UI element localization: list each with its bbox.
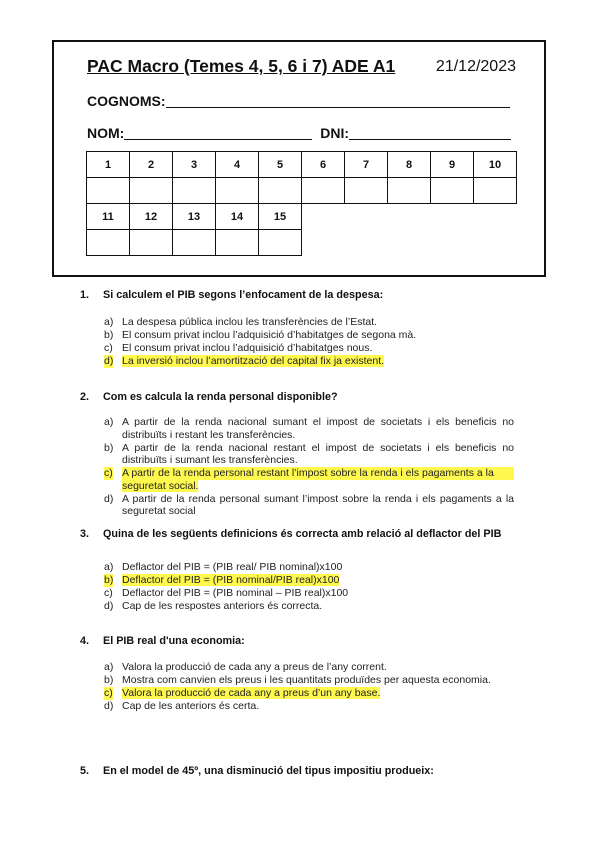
question-4-options — [104, 661, 514, 713]
question-text: Com es calcula la renda personal disponible? — [103, 391, 338, 403]
question-number: 3. — [80, 528, 90, 540]
header-box — [52, 40, 546, 277]
answer-grid-row2 — [86, 203, 302, 256]
question-1-options — [104, 316, 514, 368]
surname-label: COGNOMS: — [87, 93, 166, 109]
option-c — [104, 342, 514, 355]
option-letter: b) — [104, 674, 114, 686]
question-text: El PIB real d'una economia: — [103, 635, 245, 647]
answer-cell[interactable] — [216, 230, 259, 256]
question-3-options — [104, 561, 514, 613]
option-letter: a) — [104, 661, 114, 673]
option-letter: b) — [104, 574, 114, 586]
grid-number: 14 — [216, 204, 259, 230]
option-a — [104, 316, 514, 329]
option-d — [104, 493, 514, 518]
option-letter: c) — [104, 342, 113, 354]
option-text: El consum privat inclou l’adquisició d’habitatges nous. — [122, 342, 373, 354]
grid-number: 9 — [431, 152, 474, 178]
grid-number: 7 — [345, 152, 388, 178]
answer-cell[interactable] — [130, 230, 173, 256]
grid-number: 6 — [302, 152, 345, 178]
id-label: DNI: — [320, 125, 349, 141]
option-letter: d) — [104, 600, 114, 612]
option-text-highlighted: La inversió inclou l’amortització del capital fix ja existent. — [122, 355, 385, 367]
question-5 — [80, 765, 434, 777]
grid-number: 1 — [87, 152, 130, 178]
grid-number: 2 — [130, 152, 173, 178]
option-b — [104, 329, 514, 342]
exam-date: 21/12/2023 — [435, 58, 516, 75]
option-text-line1-highlighted: A partir de la renda personal restant l’impost sobre la renda i els pagaments a la — [122, 467, 514, 480]
option-letter: d) — [104, 355, 114, 367]
option-a — [104, 661, 514, 674]
option-b — [104, 442, 514, 467]
option-letter: d) — [104, 492, 114, 505]
grid-number: 15 — [259, 204, 302, 230]
question-1 — [80, 289, 383, 301]
question-number: 2. — [80, 391, 90, 403]
option-text: Deflactor del PIB = (PIB nominal – PIB real)x100 — [122, 587, 349, 599]
answer-cell[interactable] — [302, 178, 345, 204]
name-label: NOM: — [87, 125, 125, 141]
option-text-highlighted: Valora la producció de cada any a preus d’un any base. — [122, 687, 381, 699]
option-d — [104, 355, 514, 368]
answer-cell[interactable] — [388, 178, 431, 204]
option-text: Valora la producció de cada any a preus de l’any corrent. — [122, 661, 387, 673]
answer-grid-row1 — [86, 151, 517, 204]
option-text: Cap de les respostes anteriors és correcta. — [122, 600, 323, 612]
option-text-line2-highlighted: seguretat social. — [122, 479, 199, 492]
question-number: 5. — [80, 765, 90, 777]
option-text: Mostra com canvien els preus i les quantitats produïdes per aquesta economia. — [122, 674, 491, 686]
answer-cell[interactable] — [259, 230, 302, 256]
name-line[interactable] — [124, 125, 312, 140]
option-c — [104, 587, 514, 600]
option-text-highlighted: Deflactor del PIB = (PIB nominal/PIB real)x100 — [122, 574, 340, 586]
exam-title: PAC Macro (Temes 4, 5, 6 i 7) ADE A1 — [87, 56, 396, 76]
answer-cell[interactable] — [216, 178, 259, 204]
option-letter: b) — [104, 441, 114, 454]
option-letter: c) — [104, 467, 113, 479]
option-text: La despesa pública inclou les transferències de l’Estat. — [122, 316, 378, 328]
option-a — [104, 561, 514, 574]
question-number: 4. — [80, 635, 90, 647]
grid-number: 12 — [130, 204, 173, 230]
option-c — [104, 467, 514, 492]
option-text-line1: A partir de la renda nacional restant el impost de societats i els beneficis no — [122, 441, 514, 454]
question-number: 1. — [80, 289, 90, 301]
grid-number: 10 — [474, 152, 517, 178]
answer-cell[interactable] — [87, 230, 130, 256]
answer-cell[interactable] — [259, 178, 302, 204]
answer-cell[interactable] — [431, 178, 474, 204]
question-2-options — [104, 416, 514, 518]
option-text-line2: seguretat social — [122, 505, 196, 517]
name-field[interactable] — [87, 125, 511, 141]
option-text-line1: A partir de la renda nacional sumant el impost de societats i els beneficis no — [122, 416, 514, 428]
option-letter: a) — [104, 561, 114, 573]
option-letter: a) — [104, 416, 114, 428]
option-text: Cap de les anteriors és certa. — [122, 700, 260, 712]
answer-cell[interactable] — [173, 230, 216, 256]
answer-cell[interactable] — [173, 178, 216, 204]
grid-number: 3 — [173, 152, 216, 178]
question-text: Si calculem el PIB segons l’enfocament de la despesa: — [103, 289, 384, 301]
option-a — [104, 416, 514, 441]
option-text: Deflactor del PIB = (PIB real/ PIB nominal)x100 — [122, 561, 343, 573]
option-letter: a) — [104, 316, 114, 328]
option-letter: c) — [104, 587, 113, 599]
grid-number: 13 — [173, 204, 216, 230]
grid-number: 5 — [259, 152, 302, 178]
question-4 — [80, 635, 245, 647]
answer-cell[interactable] — [87, 178, 130, 204]
option-d — [104, 700, 514, 713]
option-b — [104, 674, 514, 687]
answer-cell[interactable] — [130, 178, 173, 204]
option-text-line1: A partir de la renda personal sumant l’impost sobre la renda i els pagaments a la — [122, 492, 514, 505]
grid-number: 4 — [216, 152, 259, 178]
option-text: El consum privat inclou l’adquisició d’habitatges de segona mà. — [122, 329, 417, 341]
option-text-line2: distribuïts i sumant les transferències. — [122, 454, 298, 466]
option-text-line2: distribuïts i restant les transferències. — [122, 428, 296, 441]
option-b — [104, 574, 514, 587]
grid-number: 11 — [87, 204, 130, 230]
question-text: Quina de les següents definicions és correcta amb relació al deflactor del PIB — [103, 528, 502, 540]
answer-cell[interactable] — [345, 178, 388, 204]
question-3 — [80, 528, 501, 540]
question-2 — [80, 391, 338, 403]
answer-cell[interactable] — [474, 178, 517, 204]
option-c — [104, 687, 514, 700]
question-text: En el model de 45º, una disminució del tipus impositiu produeix: — [103, 765, 434, 777]
id-line[interactable] — [349, 125, 511, 140]
option-d — [104, 600, 514, 613]
surname-field[interactable] — [87, 93, 510, 109]
grid-number: 8 — [388, 152, 431, 178]
option-letter: d) — [104, 700, 114, 712]
option-letter: c) — [104, 687, 113, 699]
surname-line[interactable] — [166, 93, 510, 108]
option-letter: b) — [104, 329, 114, 341]
